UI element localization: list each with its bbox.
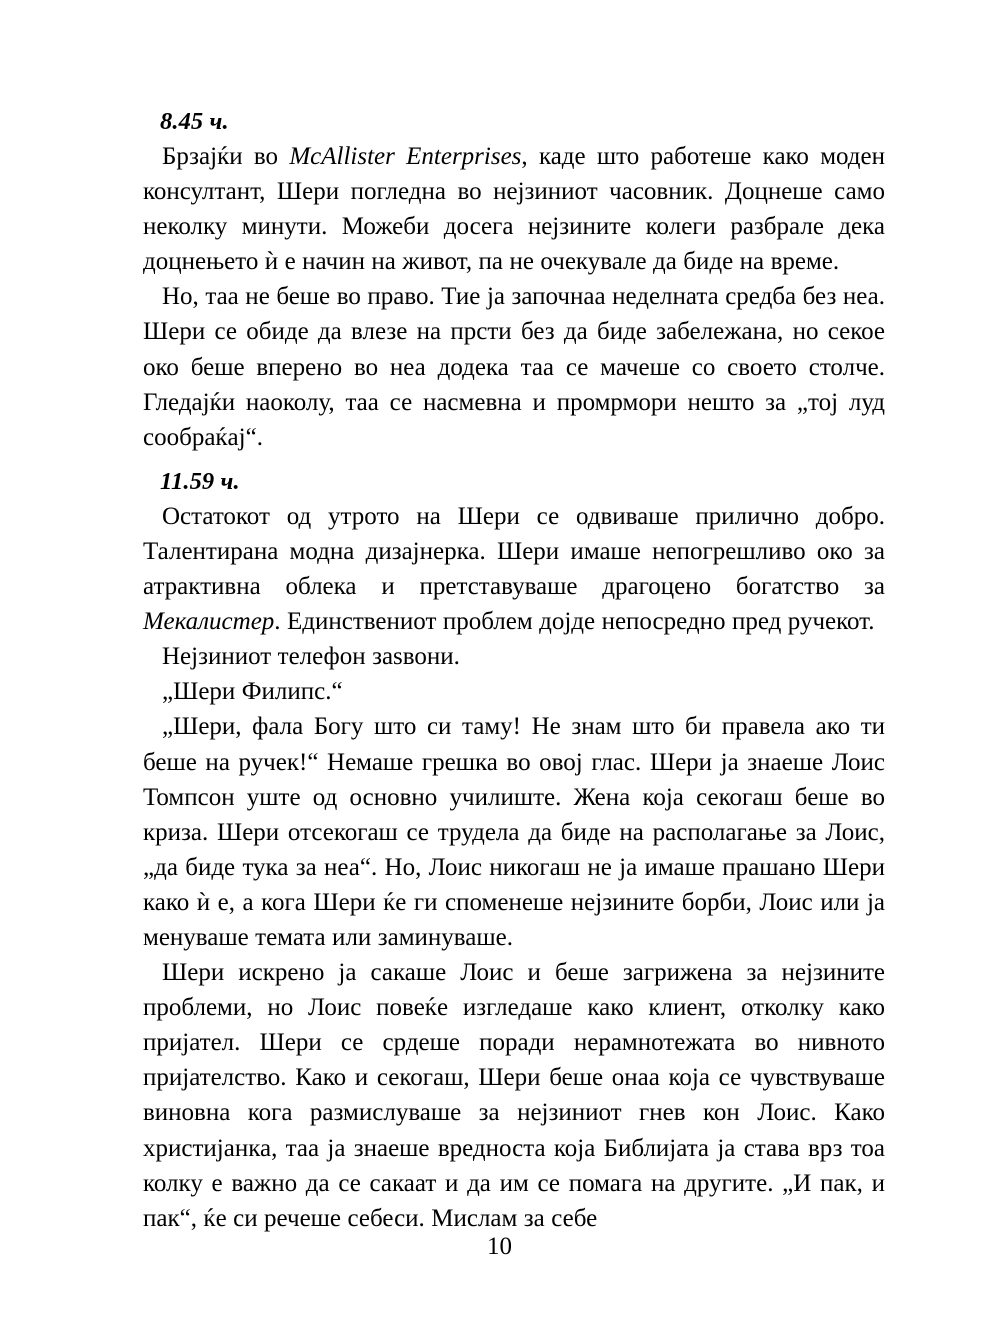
- italic-run: Мекалистер: [143, 608, 275, 636]
- time-heading-845: 8.45 ч.: [160, 108, 229, 135]
- paragraph-4: Нејзиниот телефон заѕвони.: [162, 643, 460, 671]
- paragraph-1: Брзајќи во McAllister Enterprises, каде што работеше како моден консултант, Шери погледна во нејзиниот часовник. Доцнеше само неколку минути. Можеби досега нејзините колеги разбрале дека доцнењето ѝ е начин на живот, па не очекувале да биде на време.: [143, 143, 885, 276]
- paragraph-6: „Шери, фала Богу што си таму! Не знам што би правела ако ти беше на ручек!“ Немаше грешка во овој глас. Шери ја знаеше Лоис Томпсон уште од основно училиште. Жена која секогаш беше во криза. Шери отсекогаш се трудела да биде на располагање за Лоис, „да биде тука за неа“. Но, Лоис никогаш не ја имаше прашано Шери како ѝ е, а кога Шери ќе ги споменеше нејзините борби, Лоис или ја менуваше темата или заминуваше.: [143, 713, 885, 951]
- text-column: [143, 104, 885, 1236]
- paragraph-2: Но, таа не беше во право. Тие ја започнаа неделната средба без неа. Шери се обиде да влезе на прсти без да биде забележана, но секое око беше вперено во неа додека таа се мачеше со своето столче. Гледајќи наоколу, таа се насмевна и промрмори нешто за „тој луд сообраќај“.: [143, 283, 885, 451]
- italic-run: McAllister Enterprises: [289, 143, 522, 170]
- paragraph-3: Остатокот од утрото на Шери се одвиваше прилично добро. Талентирана модна дизајнерка. Шери имаше непогрешливо око за атрактивна облека и претставуваше драгоцено богатство за Мекалистер. Единствениот проблем дојде непосредно пред ручекот.: [143, 502, 885, 636]
- page-number: 10: [487, 1233, 512, 1260]
- paragraph-7: Шери искрено ја сакаше Лоис и беше загрижена за нејзините проблеми, но Лоис повеќе изгледаше како клиент, отколку како пријател. Шери се срдеше поради нерамнотежата во нивното пријателство. Како и секогаш, Шери беше онаа која се чувствуваше виновна кога размислуваше за нејзиниот гнев кон Лоис. Како христијанка, таа ја знаеше вредноста која Библијата ја става врз тоа колку е важно да се сакаат и да им се помага на другите. „И пак, и пак“, ќе си речеше себеси. Мислам за себе: [143, 959, 885, 1232]
- time-heading-1159: 11.59 ч.: [160, 467, 240, 495]
- paragraph-5: „Шери Филипс.“: [162, 678, 343, 706]
